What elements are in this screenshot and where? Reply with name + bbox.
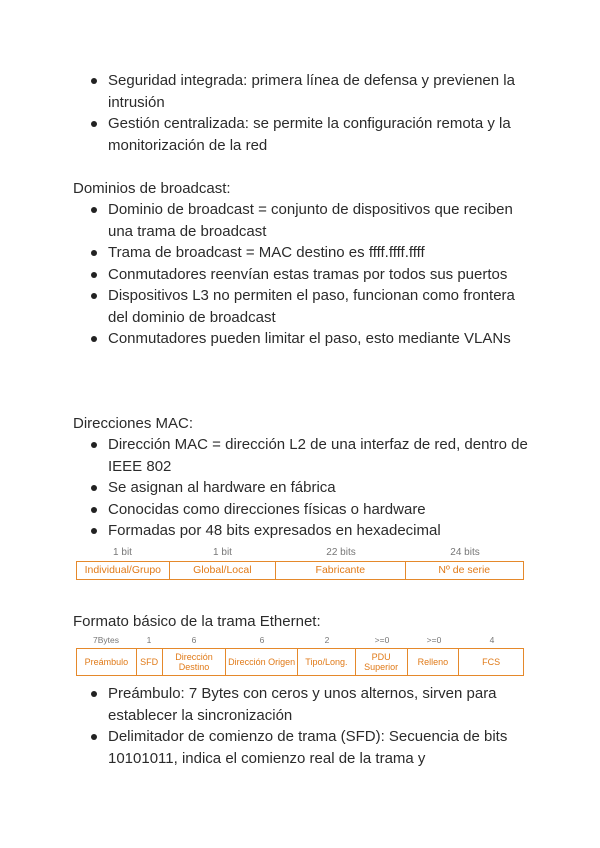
frame-size: >=0 — [374, 635, 390, 645]
mac-field: Nº de serie — [438, 564, 491, 576]
mac-field: Global/Local — [170, 562, 277, 579]
mac-address-diagram — [76, 545, 524, 580]
list-item: Trama de broadcast = MAC destino es ffff.ffff.ffff — [88, 242, 538, 264]
broadcast-bullet-list — [88, 199, 538, 350]
ethernet-heading: Formato básico de la trama Ethernet: — [73, 613, 321, 630]
list-item: Dispositivos L3 no permiten el paso, funcionan como frontera del dominio de broadcast — [88, 285, 538, 328]
list-item: Seguridad integrada: primera línea de defensa y previenen la intrusión — [88, 70, 538, 113]
mac-bit-size: 1 bit — [113, 547, 132, 558]
list-item: Conmutadores reenvían estas tramas por todos sus puertos — [88, 264, 538, 286]
mac-field: Fabricante — [276, 562, 405, 579]
frame-field: PDU Superior — [356, 649, 408, 675]
frame-field: Tipo/Long. — [298, 649, 356, 675]
frame-size: 2 — [324, 635, 330, 645]
frame-size: 4 — [489, 635, 495, 645]
ethernet-bullet-list — [88, 683, 538, 769]
list-item: Gestión centralizada: se permite la configuración remota y la monitorización de la red — [88, 113, 538, 156]
frame-size: 7Bytes — [93, 635, 119, 645]
mac-heading: Direcciones MAC: — [73, 415, 194, 432]
list-item: Dominio de broadcast = conjunto de dispositivos que reciben una trama de broadcast — [88, 199, 538, 242]
frame-field: FCS — [482, 657, 501, 667]
mac-bit-size: 22 bits — [326, 547, 356, 558]
frame-size: 1 — [146, 635, 152, 645]
list-item: Se asignan al hardware en fábrica — [88, 477, 538, 499]
list-item: Formadas por 48 bits expresados en hexadecimal — [88, 520, 538, 542]
list-item: Conmutadores pueden limitar el paso, esto mediante VLANs — [88, 328, 538, 350]
frame-size: 6 — [259, 635, 265, 645]
frame-field-row — [76, 648, 524, 676]
mac-bullet-list — [88, 434, 538, 542]
mac-bit-size: 1 bit — [213, 547, 232, 558]
mac-bit-sizes — [76, 545, 524, 561]
frame-field: Relleno — [408, 649, 460, 675]
mac-bit-size: 24 bits — [450, 547, 480, 558]
broadcast-heading: Dominios de broadcast: — [73, 180, 231, 197]
frame-field: Dirección Destino — [163, 649, 227, 675]
mac-field: Individual/Grupo — [77, 562, 170, 579]
frame-field: Preámbulo — [77, 649, 137, 675]
frame-sizes — [76, 633, 524, 648]
list-item: Conocidas como direcciones físicas o hardware — [88, 499, 538, 521]
ethernet-frame-diagram — [76, 633, 524, 676]
mac-field-row — [76, 561, 524, 580]
top-bullet-list — [88, 70, 538, 156]
frame-field: Dirección Origen — [226, 649, 298, 675]
frame-size: >=0 — [426, 635, 442, 645]
list-item: Preámbulo: 7 Bytes con ceros y unos alternos, sirven para establecer la sincronización — [88, 683, 538, 726]
frame-field: SFD — [137, 649, 163, 675]
frame-size: 6 — [191, 635, 197, 645]
list-item: Delimitador de comienzo de trama (SFD): Secuencia de bits 10101011, indica el comienzo real de la trama y — [88, 726, 538, 769]
list-item: Dirección MAC = dirección L2 de una interfaz de red, dentro de IEEE 802 — [88, 434, 538, 477]
